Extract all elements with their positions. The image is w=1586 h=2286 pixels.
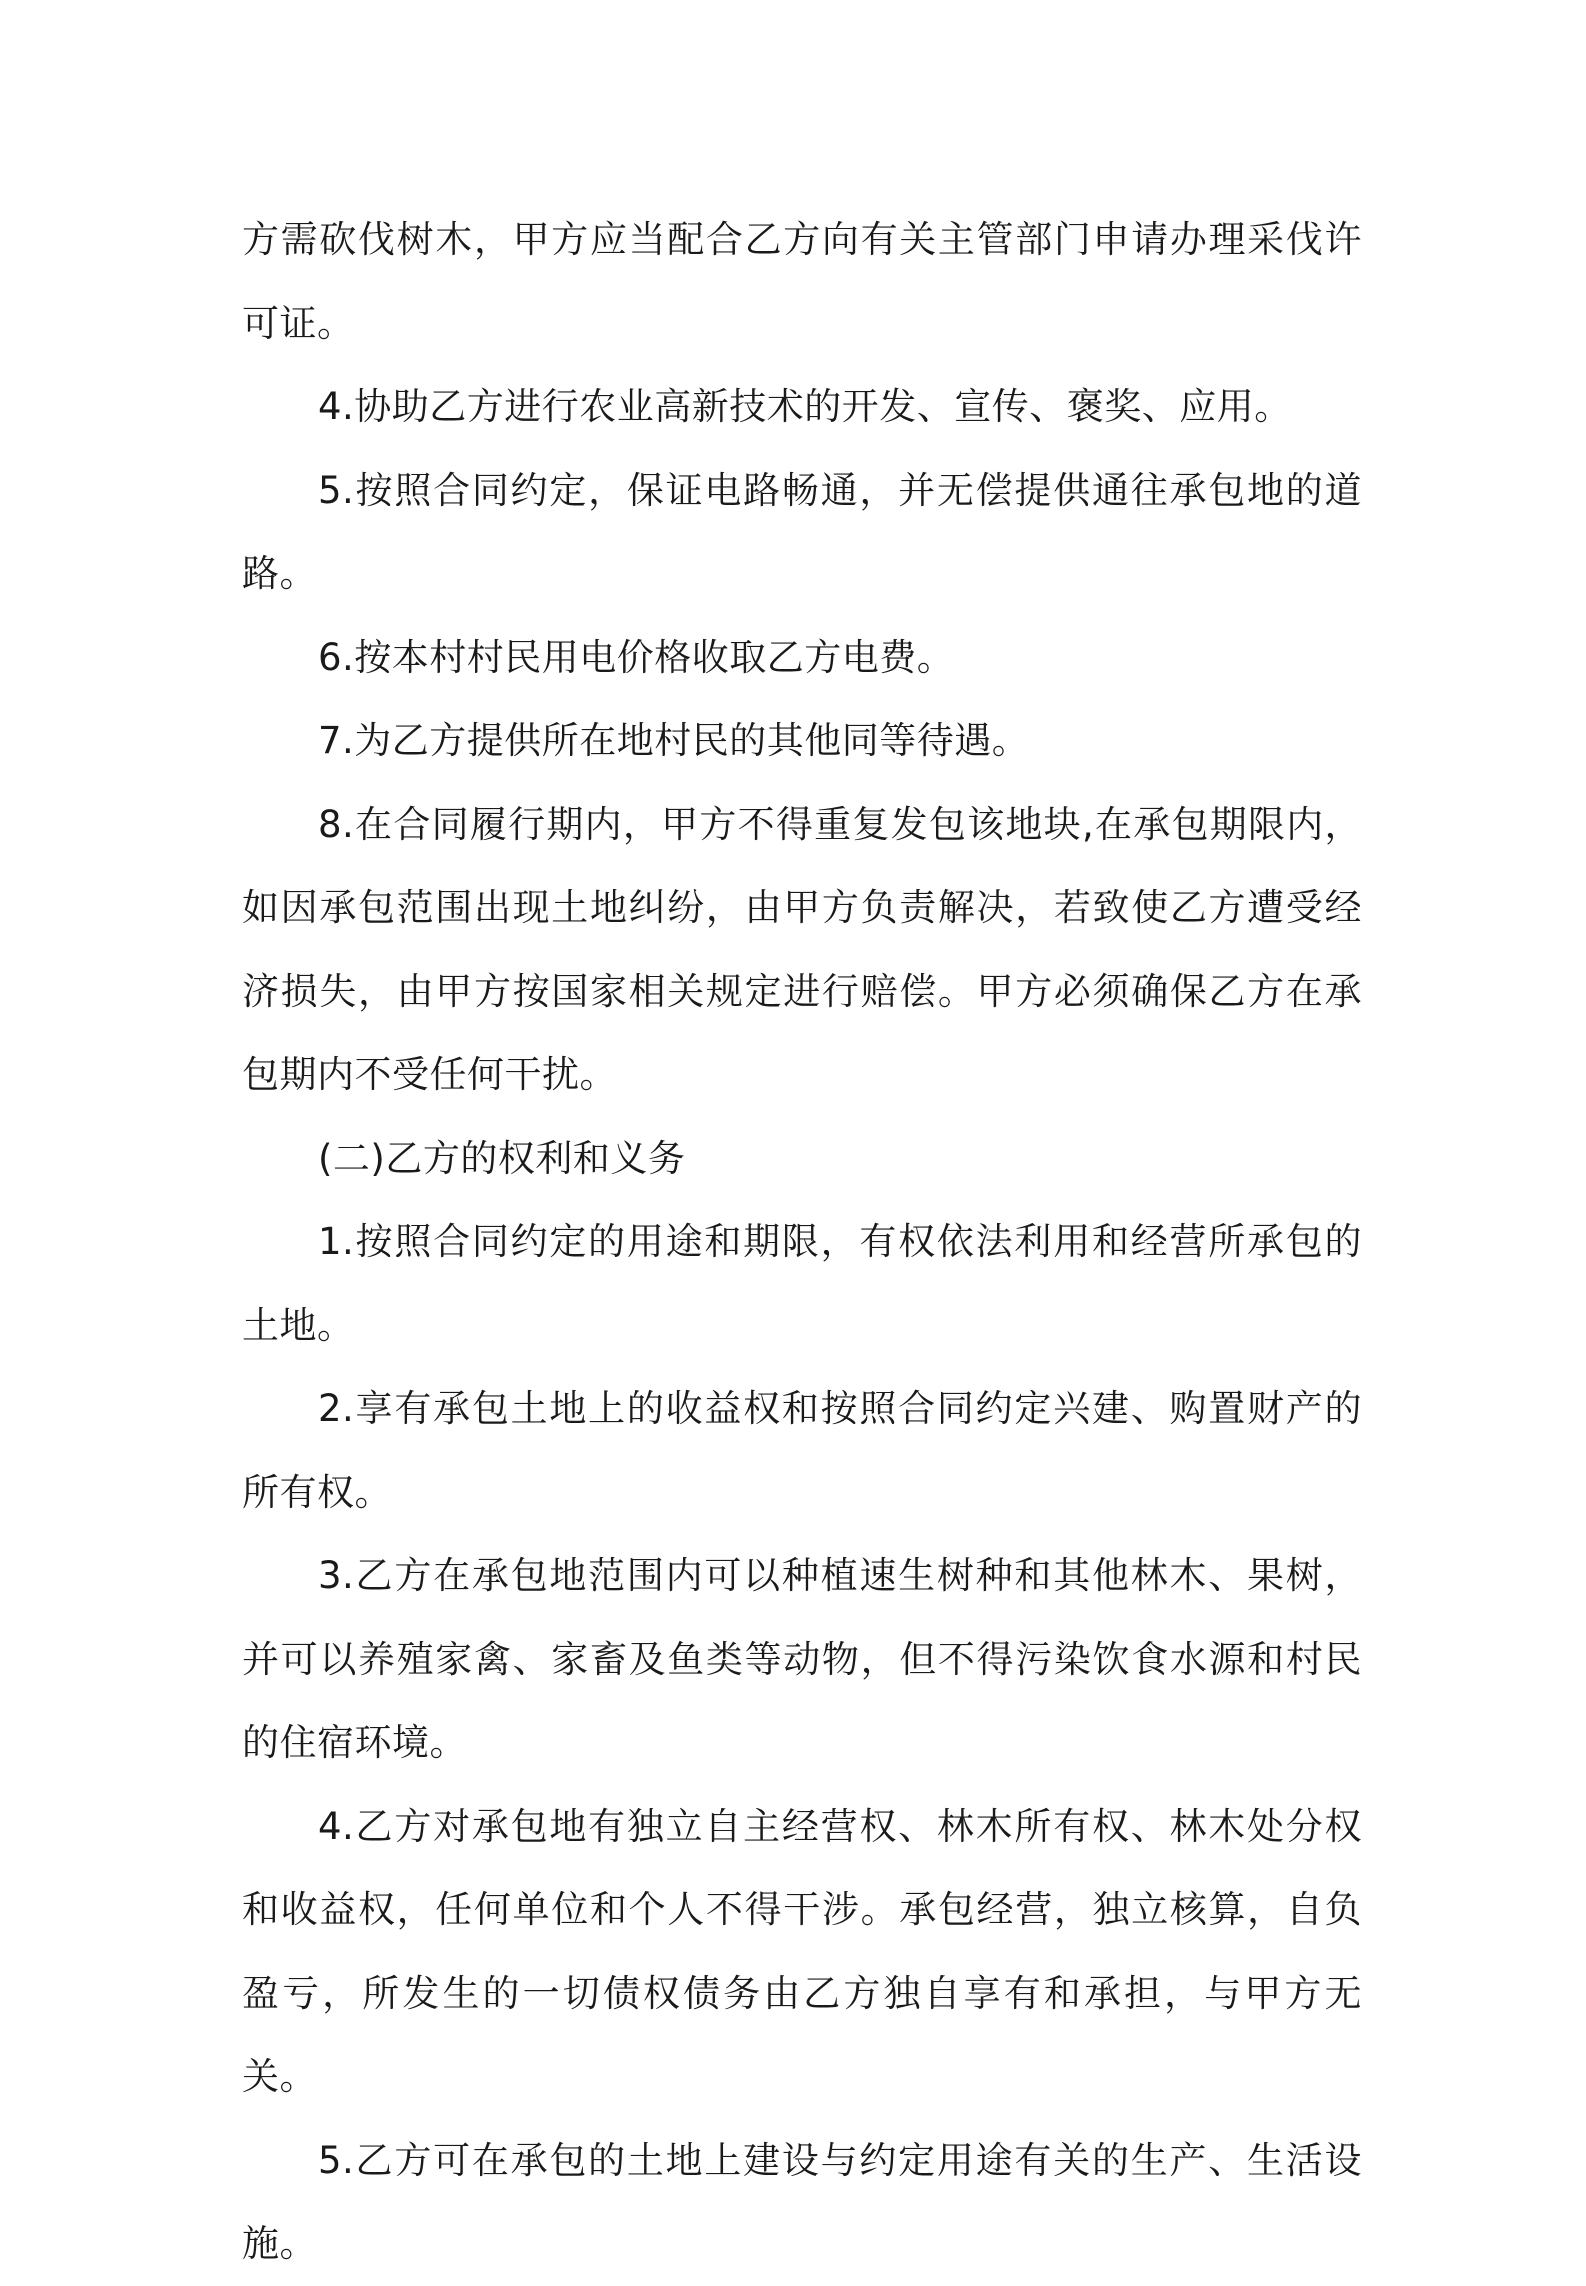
paragraph-item-7: 7.为乙方提供所在地村民的其他同等待遇。	[318, 719, 1030, 762]
paragraph-item-8: 8.在合同履行期内，甲方不得重复发包该地块,在承包期限内，如因承包范围出现土地纠纷，由甲方负责解决，若致使乙方遭受经济损失，由甲方按国家相关规定进行赔偿。甲方必须确保乙方在承包期内不受任何干扰。	[242, 802, 1362, 1096]
paragraph-b-item-3: 3.乙方在承包地范围内可以种植速生树种和其他林木、果树，并可以养殖家禽、家畜及鱼类等动物，但不得污染饮食水源和村民的住宿环境。	[242, 1554, 1362, 1764]
paragraph-item-4: 4.协助乙方进行农业高新技术的开发、宣传、褒奖、应用。	[318, 385, 1292, 428]
paragraph-item-5: 5.按照合同约定，保证电路畅通，并无偿提供通往承包地的道路。	[242, 468, 1362, 595]
document-body	[242, 198, 1362, 2286]
paragraph-continuation: 方需砍伐树木，甲方应当配合乙方向有关主管部门申请办理采伐许可证。	[242, 218, 1362, 345]
paragraph-b-item-1: 1.按照合同约定的用途和期限，有权依法利用和经营所承包的土地。	[242, 1220, 1362, 1347]
paragraph-item-6: 6.按本村村民用电价格收取乙方电费。	[318, 635, 955, 679]
paragraph-b-item-2: 2.享有承包土地上的收益权和按照合同约定兴建、购置财产的所有权。	[242, 1387, 1362, 1514]
section-heading-party-b: (二)乙方的权利和义务	[318, 1136, 686, 1180]
paragraph-b-item-4: 4.乙方对承包地有独立自主经营权、林木所有权、林木处分权和收益权，任何单位和个人不得干涉。承包经营，独立核算，自负盈亏，所发生的一切债权债务由乙方独自享有和承担，与甲方无关。	[242, 1804, 1362, 2098]
paragraph-b-item-5: 5.乙方可在承包的土地上建设与约定用途有关的生产、生活设施。	[242, 2138, 1362, 2265]
